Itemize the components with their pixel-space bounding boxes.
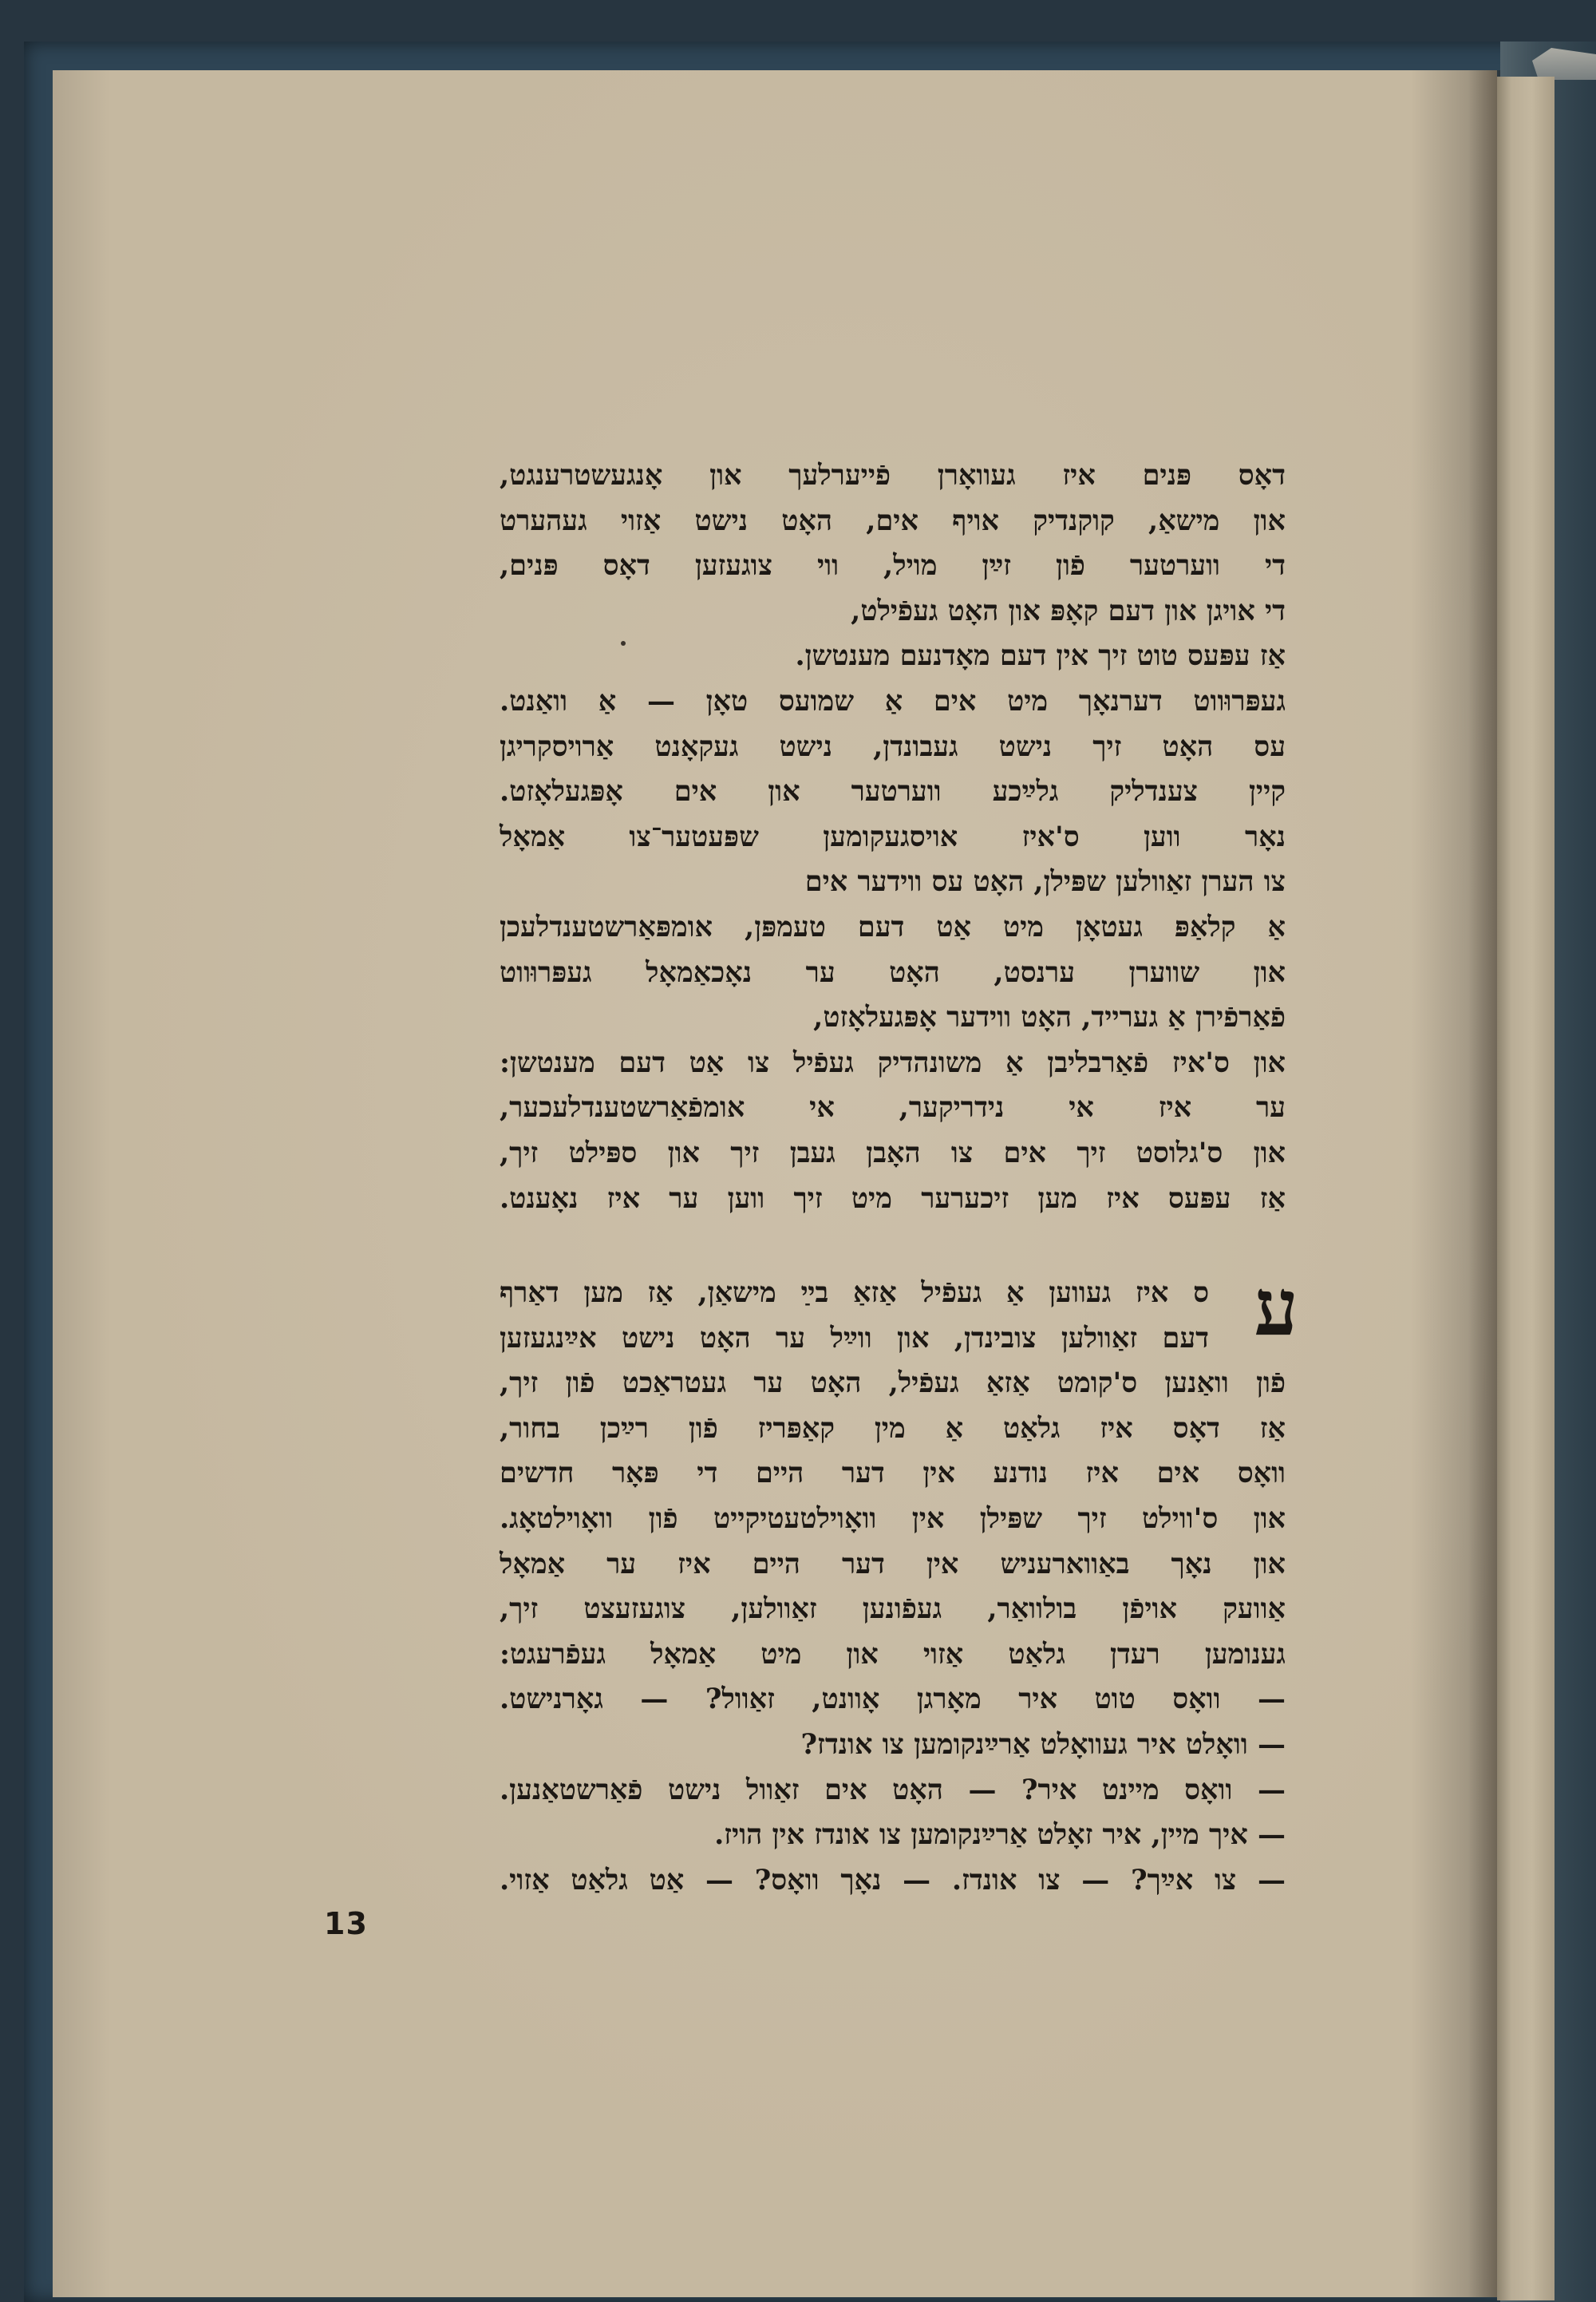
text-line: דאָס פּנים איז געוואָרן פֿייערלעך און אָנגעשטרענגט,: [500, 459, 1286, 492]
paragraph-gap: [500, 1221, 1286, 1271]
text-line: נאָר ווען ס'איז אויסגעקומען שפּעטער־צו אַמאָל: [500, 820, 1286, 853]
text-line: אַז עפּעס טוט זיך אין דעם מאָדנעם מענטשן.: [795, 639, 1286, 673]
text-line: — וואָס מיינט איר? — האָט אים זאַוול נישט פֿאַרשטאַנען.: [500, 1773, 1286, 1806]
book-page: [53, 70, 1497, 2297]
text-line: אַוועק אויפֿן בולוואַר, געפֿונען זאַוולען, צוגעזעצט זיך,: [500, 1592, 1286, 1626]
text-line: און נאָך באַווארעניש אין דער היים איז ער אַמאָל: [500, 1547, 1286, 1580]
text-line: — איך מיין, איר זאָלט אַרײַנקומען צו אונדז אין הויז.: [714, 1818, 1286, 1852]
page-number: 13: [324, 1906, 368, 1941]
text-line: און מישאַ, קוקנדיק אויף אים, האָט נישט אַזוי געהערט: [500, 504, 1286, 537]
text-line: — וואָס טוט איר מאָרגן אָוונט, זאַוול? — גאָרנישט.: [500, 1683, 1286, 1716]
text-line: אַז עפּעס איז מען זיכערער מיט זיך ווען ער איז נאָענט.: [500, 1181, 1286, 1215]
text-line: עס האָט זיך נישט געבונדן, נישט געקאָנט אַרויסקריגן: [500, 730, 1286, 763]
text-line: פֿון וואַנען ס'קומט אַזאַ געפֿיל, האָט ער געטראַכט פֿון זיך,: [500, 1367, 1286, 1400]
text-line: פֿאַרפֿירן אַ גערייד, האָט ווידער אָפּגעלאָזט,: [813, 1001, 1286, 1034]
paragraph-1: [500, 453, 1286, 1221]
next-page-edge: [1497, 77, 1555, 2300]
text-line: געפּרוּווט דערנאָך מיט אים אַ שמועס טאָן — אַ וואַנט.: [500, 684, 1286, 718]
text-line: און שווערן ערנסט, האָט ער נאָכאַמאָל געפּרוּווט: [500, 955, 1286, 989]
text-line: ס איז געווען אַ געפֿיל אַזאַ בײַ מישאַן, אַז מען דאַרף: [500, 1276, 1209, 1310]
page-text: [500, 453, 1298, 1903]
text-line: וואָס אים איז נודנע אין דער היים די פּאָר חדשים: [500, 1457, 1286, 1490]
text-line: אַ קלאַפּ געטאָן מיט אַט דעם טעמפּן, אומפּאַרשטענדלעכן: [500, 910, 1286, 943]
text-line: און ס'איז פֿאַרבליבן אַ משונהדיק געפֿיל צו אַט דעם מענטשן:: [500, 1046, 1286, 1079]
text-line: אַז דאָס איז גלאַט אַ מין קאַפּריז פֿון רײַכן בחור,: [500, 1411, 1286, 1445]
text-line: קיין צענדליק גלײַכע ווערטער און אים אָפּגעלאָזט.: [500, 775, 1286, 809]
paragraph-2: [500, 1262, 1298, 1903]
text-line: און ס'ווילט זיך שפּילן אין וואָוילטעטיקייט פֿון וואָוילטאָג.: [500, 1502, 1286, 1536]
text-line: די ווערטער פֿון זײַן מויל, ווי צוגעזען דאָס פּנים,: [500, 549, 1286, 583]
text-line: און ס'גלוסט זיך אים צו האָבן געבן זיך און ספּילט זיך,: [500, 1136, 1286, 1169]
text-line: ער איז אי נידריקער, אי אומפֿאַרשטענדלעכער,: [500, 1091, 1286, 1125]
text-line: דעם זאַוולען צובינדן, און ווײַל ער האָט נישט אײַנגעזען: [500, 1321, 1209, 1355]
drop-cap: ע: [1254, 1262, 1298, 1355]
text-line: די אויגן און דעם קאָפּ און האָט געפֿילט,: [851, 594, 1286, 627]
gutter-shadow: [1468, 70, 1500, 2297]
text-line: — וואָלט איר געוואָלט אַרײַנקומען צו אונדז?: [800, 1728, 1286, 1762]
text-line: צו הערן זאַוולען שפּילן, האָט עס ווידער אים: [804, 865, 1286, 899]
text-line: גענומען רעדן גלאַט אַזוי און מיט אַמאָל געפֿרעגט:: [500, 1637, 1286, 1671]
text-line: — צו אײַך? — צו אונדז. — נאָך וואָס? — אַט גלאַט אַזוי.: [500, 1863, 1286, 1897]
